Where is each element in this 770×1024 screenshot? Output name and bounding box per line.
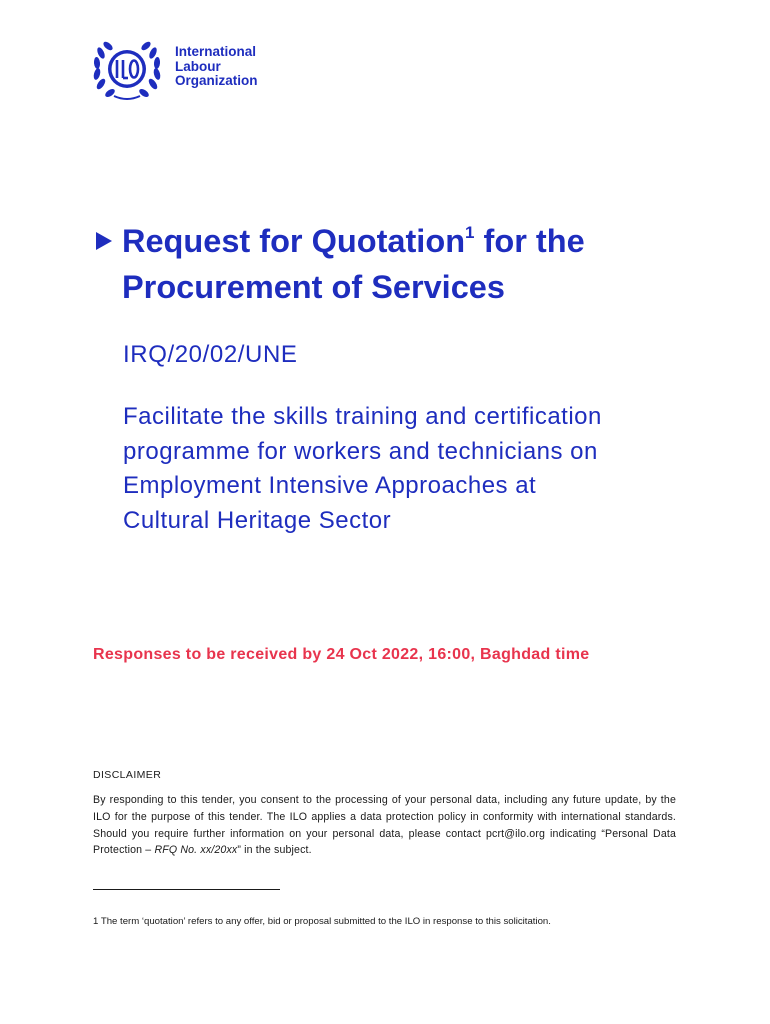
disclaimer-text-part: ” in the subject.: [237, 844, 312, 857]
logo-line: International: [175, 44, 257, 59]
reference-number: IRQ/20/02/UNE: [123, 341, 298, 368]
footnote-reference: 1: [465, 223, 475, 242]
logo-line: Labour: [175, 58, 221, 74]
disclaimer-rfq-ref: RFQ No. xx/20xx: [154, 844, 238, 857]
subject-line: Facilitate the skills training and certification: [123, 403, 602, 430]
ilo-logo: [92, 40, 267, 102]
logo-line: Organization: [175, 73, 258, 88]
footnote: 1 The term ‘quotation’ refers to any offer, bid or proposal submitted to the ILO in response to this solicitation.: [93, 916, 551, 927]
logo-wordmark: [175, 45, 258, 89]
title-line-1: [122, 218, 722, 264]
title-line-2: Procurement of Services: [122, 269, 505, 305]
ilo-emblem-icon: [92, 40, 162, 102]
title-end: for the: [474, 223, 585, 259]
subject-line: programme for workers and technicians on: [123, 437, 598, 465]
disclaimer-text: [93, 792, 676, 859]
title-main: Request for Quotation: [122, 223, 466, 259]
footnote-divider: [93, 889, 280, 890]
disclaimer-text-part: By responding to this tender, you consent to the processing of your personal data, including any future update, by the ILO for the purpose of this tender. The ILO applies a data protection policy in conformity with international standards. Should you require further information on your personal data, please contact pcrt@ilo.org indicating “Personal Data Protection –: [93, 794, 676, 857]
subject-line: Employment Intensive Approaches at: [123, 472, 537, 499]
document-title: [122, 218, 722, 310]
response-deadline: Responses to be received by 24 Oct 2022, 16:00, Baghdad time: [93, 646, 590, 663]
subject-description: [123, 400, 733, 538]
triangle-right-icon: [94, 229, 114, 253]
disclaimer-heading: DISCLAIMER: [93, 769, 162, 781]
subject-line: Cultural Heritage Sector: [123, 506, 392, 534]
